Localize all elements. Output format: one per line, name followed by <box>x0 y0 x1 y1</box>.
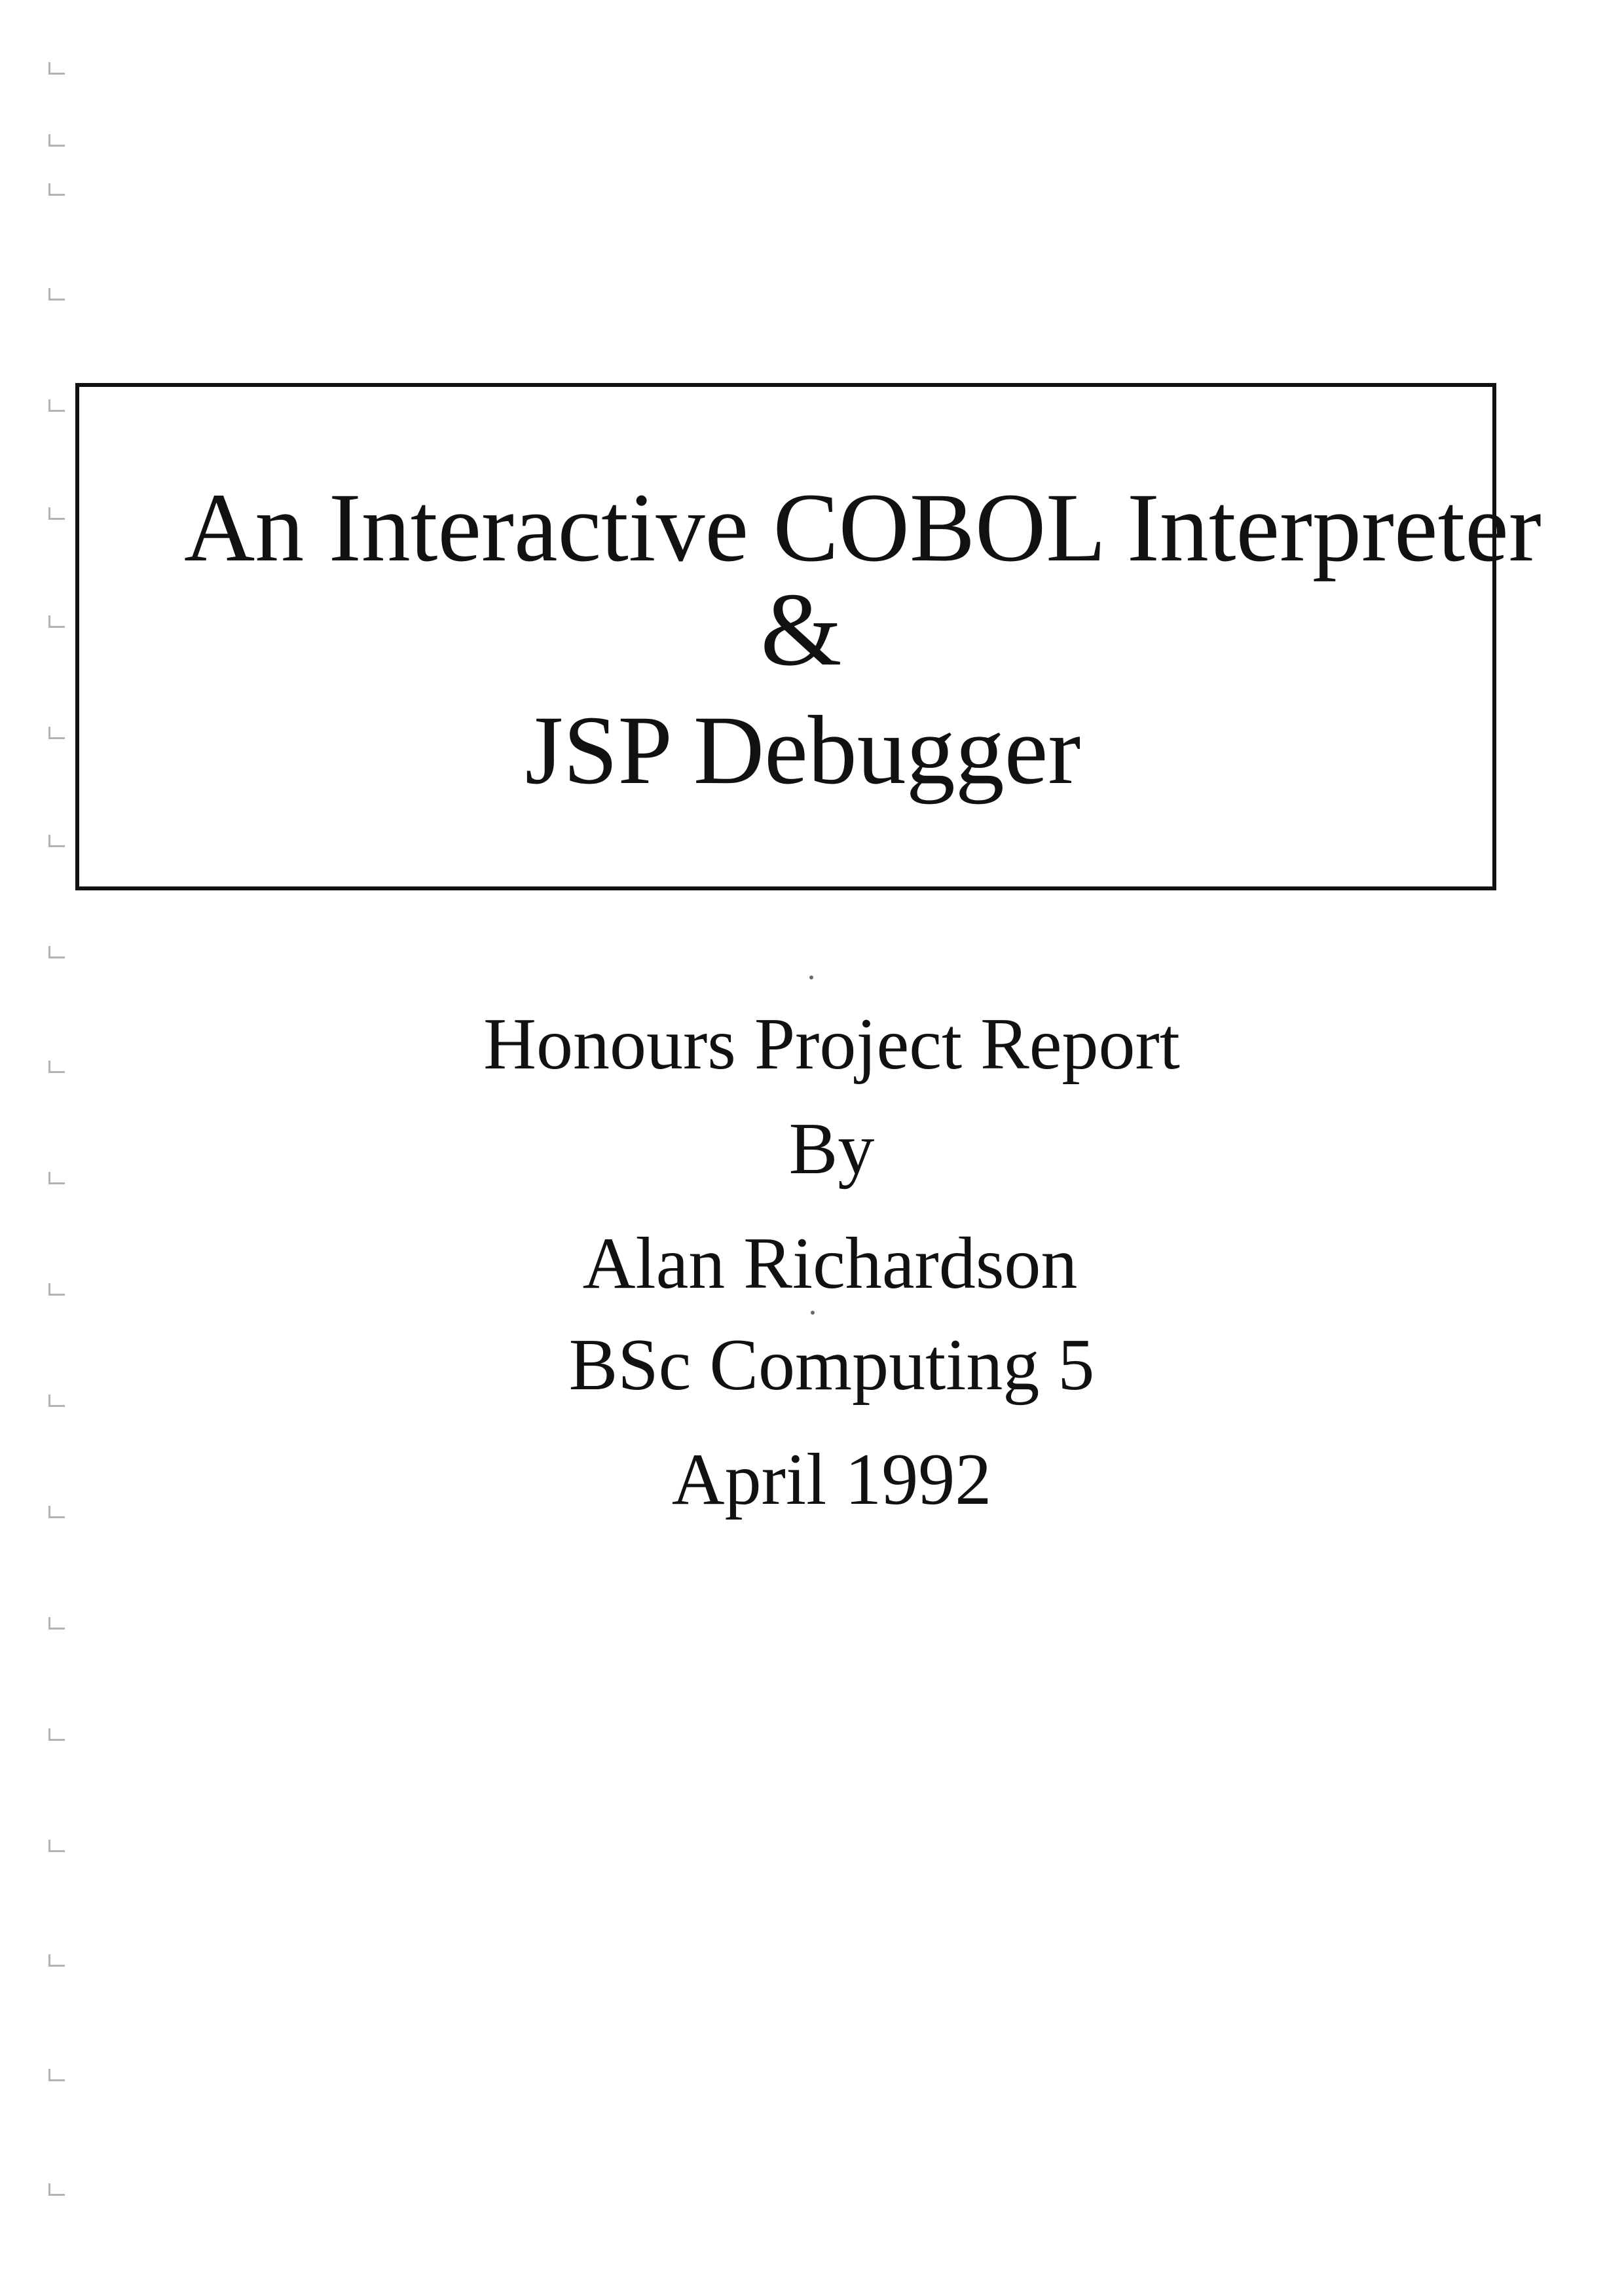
binding-hole <box>48 615 65 628</box>
binding-hole <box>48 835 65 847</box>
author-name: Alan Richardson <box>582 1223 1078 1304</box>
scan-speck <box>809 975 813 979</box>
binding-hole <box>48 2183 65 2196</box>
binding-hole <box>48 1728 65 1741</box>
report-date: April 1992 <box>671 1439 992 1520</box>
by-label: By <box>788 1108 875 1190</box>
course-name: BSc Computing 5 <box>568 1324 1095 1406</box>
binding-hole <box>48 183 65 196</box>
binding-hole <box>48 62 65 75</box>
document-subtitle: JSP Debugger <box>525 696 1081 805</box>
binding-hole <box>48 946 65 958</box>
report-type: Honours Project Report <box>483 1004 1180 1085</box>
scan-speck <box>811 1311 815 1315</box>
binding-hole <box>48 507 65 520</box>
binding-hole <box>48 1840 65 1852</box>
binding-hole <box>48 1954 65 1967</box>
binding-hole <box>48 134 65 147</box>
binding-hole <box>48 288 65 301</box>
binding-hole <box>48 1617 65 1630</box>
binding-hole <box>48 399 65 412</box>
document-title: An Interactive COBOL Interpreter <box>184 473 1541 582</box>
binding-hole <box>48 2069 65 2081</box>
binding-hole <box>48 727 65 739</box>
title-box <box>75 383 1541 890</box>
title-ampersand: & <box>760 571 842 687</box>
